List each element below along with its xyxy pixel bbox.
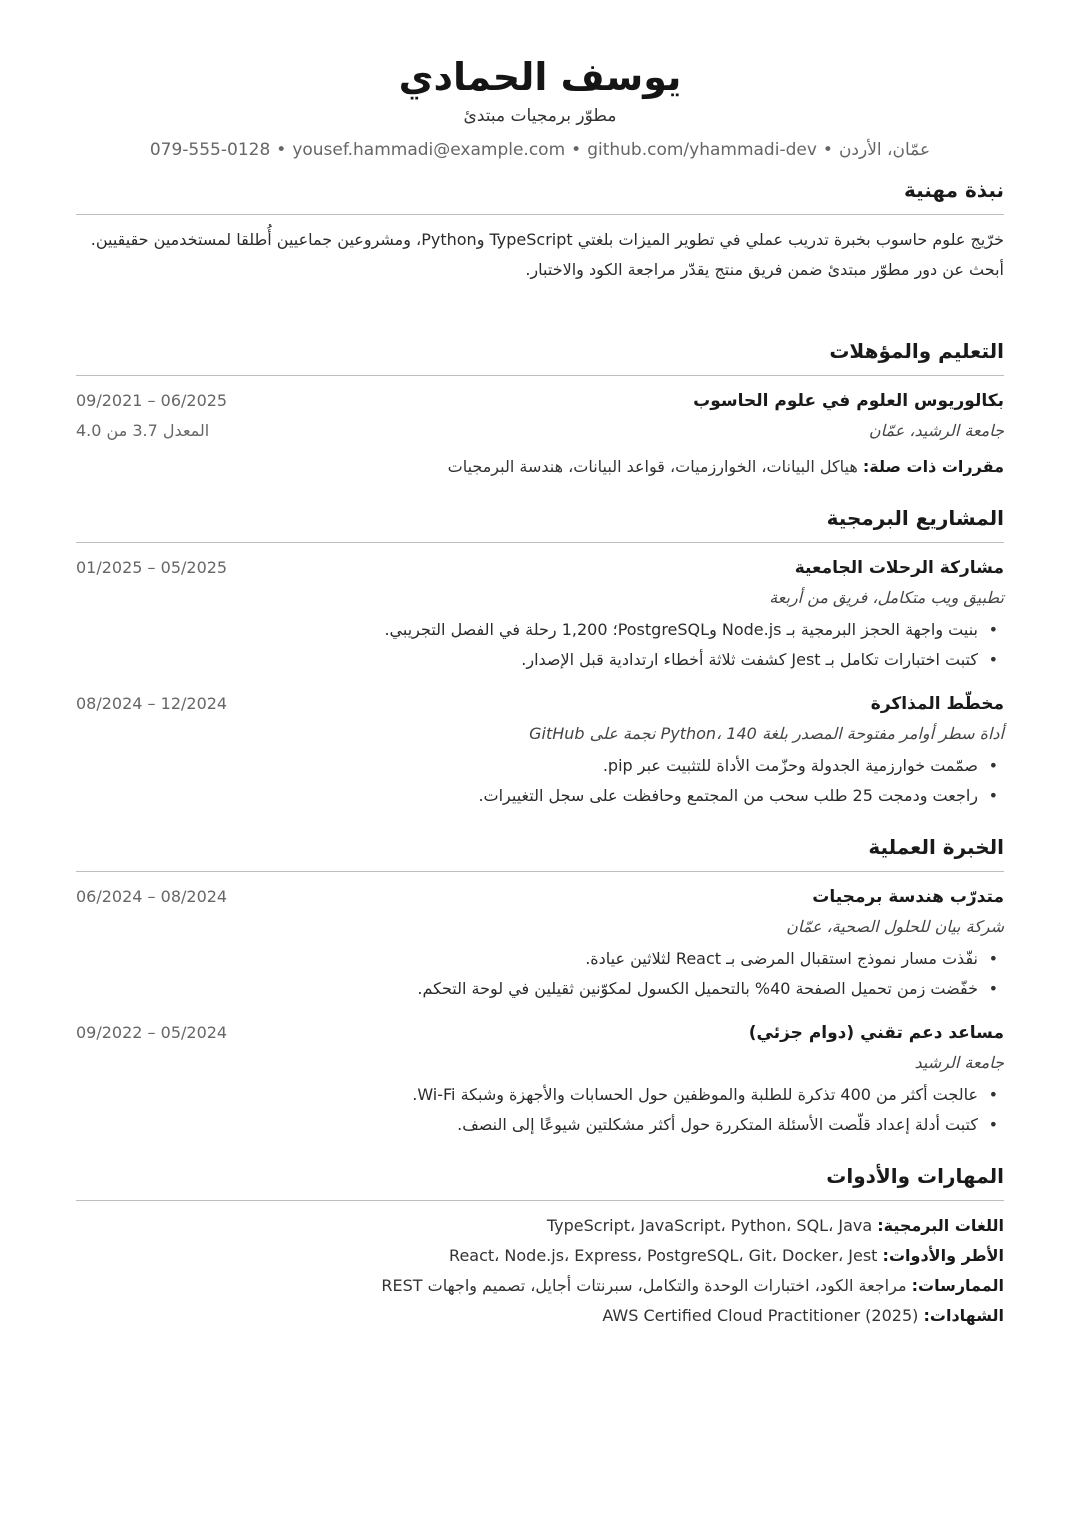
bullet-item: • خفّضت زمن تحميل الصفحة 40% بالتحميل الكسول لمكوّنين ثقيلين في لوحة التحكم.: [76, 974, 978, 1004]
project-date: 08/2024 – 12/2024: [76, 694, 228, 713]
relevant-courses: [76, 452, 1004, 482]
bullet-item: • عالجت أكثر من 400 تذكرة للطلبة والموظفين حول الحسابات والأجهزة وشبكة Wi-Fi.: [76, 1080, 978, 1110]
job-entry: [76, 882, 1004, 1004]
employer-name: جامعة الرشيد: [914, 1053, 1004, 1072]
section-title-experience: الخبرة العملية: [76, 833, 1004, 872]
contact-separator: •: [822, 140, 833, 160]
summary-line-2: أبحث عن دور مطوّر مبتدئ ضمن فريق منتج يقدّر مراجعة الكود والاختبار.: [525, 260, 1004, 279]
bullet-item: • كتبت اختبارات تكامل بـ Jest كشفت ثلاثة أخطاء ارتدادية قبل الإصدار.: [76, 645, 978, 675]
contact-email[interactable]: yousef.hammadi@example.com: [292, 140, 566, 160]
experience-section: [76, 833, 1004, 1140]
employer-name: شركة بيان للحلول الصحية، عمّان: [786, 917, 1004, 936]
education-date: 09/2021 – 06/2025: [76, 391, 228, 410]
job-bullets: [76, 944, 1004, 1004]
project-subtitle: أداة سطر أوامر مفتوحة المصدر بلغة Python، 140 نجمة على GitHub: [529, 724, 1004, 743]
courses-list: هياكل البيانات، الخوارزميات، قواعد البيانات، هندسة البرمجيات: [447, 457, 858, 476]
resume-header: [76, 0, 1004, 162]
section-title-projects: المشاريع البرمجية: [76, 504, 1004, 543]
job-date: 06/2024 – 08/2024: [76, 887, 228, 906]
project-date: 01/2025 – 05/2025: [76, 558, 228, 577]
skill-value: React، Node.js، Express، PostgreSQL، Git، Docker، Jest: [449, 1246, 878, 1265]
courses-label: مقررات ذات صلة:: [862, 457, 1004, 476]
skill-value: TypeScript، JavaScript، Python، SQL، Java: [546, 1216, 873, 1235]
project-name: مشاركة الرحلات الجامعية: [794, 558, 1004, 578]
bullet-item: • بنيت واجهة الحجز البرمجية بـ Node.js وPostgreSQL؛ 1,200 رحلة في الفصل التجريبي.: [76, 615, 978, 645]
skill-label: اللغات البرمجية:: [877, 1216, 1004, 1235]
summary-text: [76, 225, 1004, 285]
school-name: جامعة الرشيد، عمّان: [868, 421, 1004, 440]
education-section: [76, 337, 1004, 482]
skill-label: الشهادات:: [923, 1306, 1004, 1325]
bullet-item: • صمّمت خوارزمية الجدولة وحزّمت الأداة للتثبيت عبر pip.: [76, 751, 978, 781]
skill-label: الأطر والأدوات:: [882, 1246, 1004, 1265]
project-name: مخطّط المذاكرة: [870, 694, 1004, 714]
job-entry: [76, 1018, 1004, 1140]
skill-row-practices: [76, 1271, 1004, 1301]
skill-row-languages: [76, 1211, 1004, 1241]
gpa: المعدل 3.7 من 4.0: [76, 421, 210, 440]
summary-line-1: خرّيج علوم حاسوب بخبرة تدريب عملي في تطوير الميزات بلغتي TypeScript وPython، ومشروعين جماعيين أُطلقا لمستخدمين حقيقيين.: [90, 230, 1004, 249]
candidate-role: مطوّر برمجيات مبتدئ: [463, 106, 617, 126]
job-title: متدرّب هندسة برمجيات: [812, 887, 1004, 907]
job-title: مساعد دعم تقني (دوام جزئي): [748, 1023, 1004, 1043]
skill-value: مراجعة الكود، اختبارات الوحدة والتكامل، سبرنتات أجايل، تصميم واجهات REST: [381, 1276, 907, 1295]
contact-line: [76, 138, 1004, 162]
skills-list: [76, 1211, 1004, 1331]
skill-row-certifications: [76, 1301, 1004, 1331]
bullet-item: • نفّذت مسار نموذج استقبال المرضى بـ React لثلاثين عيادة.: [76, 944, 978, 974]
job-date: 09/2022 – 05/2024: [76, 1023, 228, 1042]
section-title-summary: نبذة مهنية: [76, 176, 1004, 215]
contact-github[interactable]: github.com/yhammadi-dev: [587, 140, 817, 160]
bullet-item: • راجعت ودمجت 25 طلب سحب من المجتمع وحافظت على سجل التغييرات.: [76, 781, 978, 811]
job-bullets: [76, 1080, 1004, 1140]
project-subtitle: تطبيق ويب متكامل، فريق من أربعة: [769, 588, 1004, 607]
skill-value: AWS Certified Cloud Practitioner (2025): [602, 1306, 919, 1325]
candidate-name: يوسف الحمادي: [398, 55, 682, 99]
project-bullets: [76, 615, 1004, 675]
skill-label: الممارسات:: [911, 1276, 1004, 1295]
project-entry: [76, 689, 1004, 811]
summary-section: [76, 176, 1004, 285]
contact-separator: •: [571, 140, 582, 160]
project-bullets: [76, 751, 1004, 811]
skill-row-frameworks: [76, 1241, 1004, 1271]
bullet-item: • كتبت أدلة إعداد قلّصت الأسئلة المتكررة حول أكثر مشكلتين شيوعًا إلى النصف.: [76, 1110, 978, 1140]
contact-phone[interactable]: 079-555-0128: [149, 140, 271, 160]
degree-title: بكالوريوس العلوم في علوم الحاسوب: [693, 391, 1004, 411]
skills-section: [76, 1162, 1004, 1331]
project-entry: [76, 553, 1004, 675]
contact-location: عمّان، الأردن: [838, 140, 931, 160]
section-title-skills: المهارات والأدوات: [76, 1162, 1004, 1201]
contact-separator: •: [276, 140, 287, 160]
education-entry: [76, 386, 1004, 482]
section-title-education: التعليم والمؤهلات: [76, 337, 1004, 376]
projects-section: [76, 504, 1004, 811]
